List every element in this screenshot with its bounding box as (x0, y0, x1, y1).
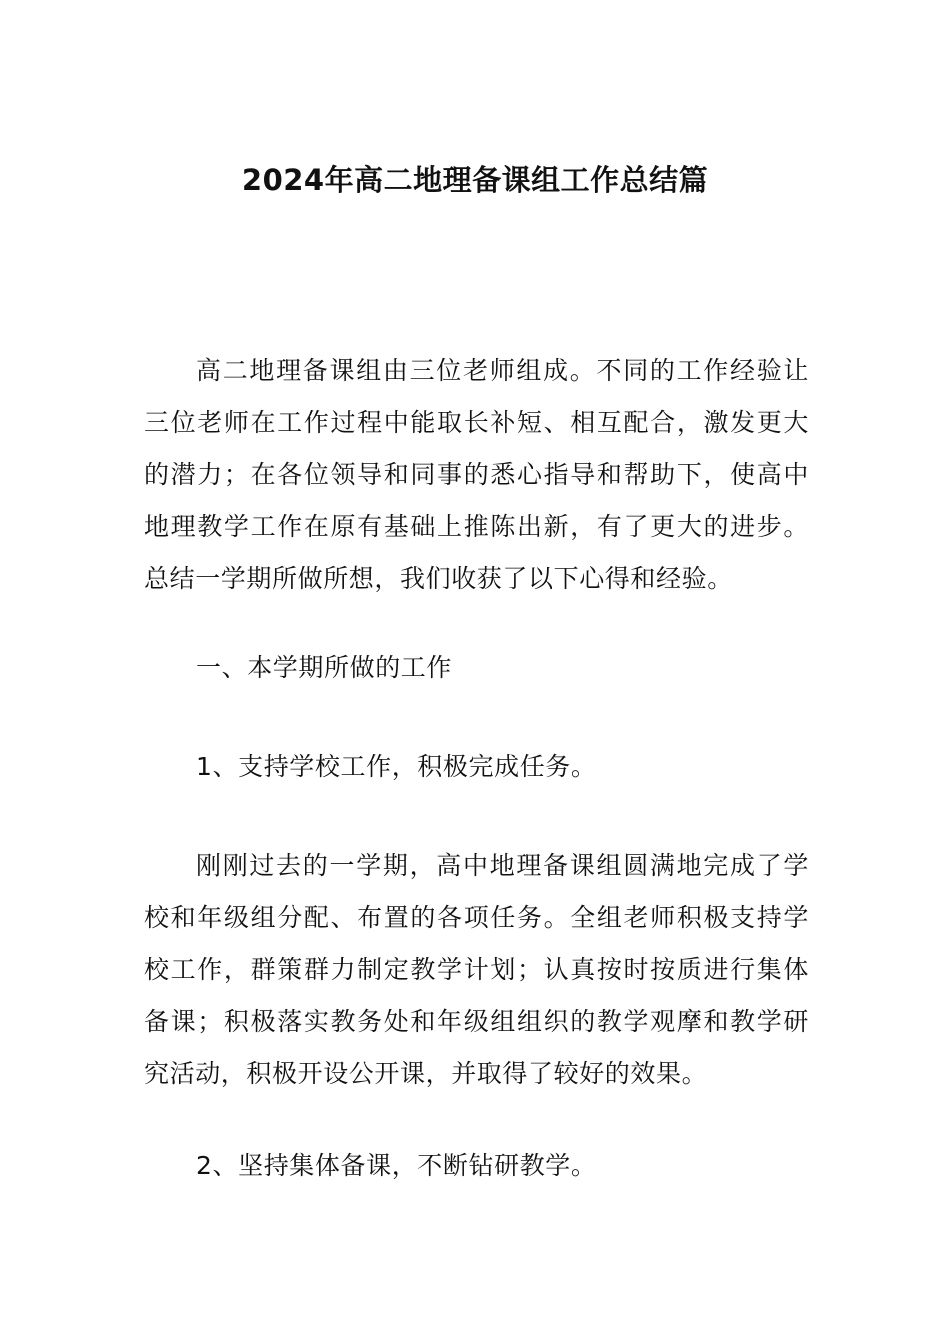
item-heading-collective-prep: 2、坚持集体备课，不断钻研教学。 (196, 1151, 597, 1180)
intro-paragraph: 高二地理备课组由三位老师组成。不同的工作经验让三位老师在工作过程中能取长补短、相互配合，激发更大的潜力；在各位领导和同事的悉心指导和帮助下，使高中地理教学工作在原有基础上推陈出新，有了更大的进步。总结一学期所做所想，我们收获了以下心得和经验。 (144, 356, 809, 593)
document-title: 2024年高二地理备课组工作总结篇 (241, 163, 709, 197)
section-heading-work-done: 一、本学期所做的工作 (196, 653, 453, 682)
support-school-paragraph: 刚刚过去的一学期，高中地理备课组圆满地完成了学校和年级组分配、布置的各项任务。全组老师积极支持学校工作，群策群力制定教学计划；认真按时按质进行集体备课；积极落实教务处和年级组组织的教学观摩和教学研究活动，积极开设公开课，并取得了较好的效果。 (144, 851, 809, 1088)
item-heading-support-school: 1、支持学校工作，积极完成任务。 (196, 752, 597, 781)
